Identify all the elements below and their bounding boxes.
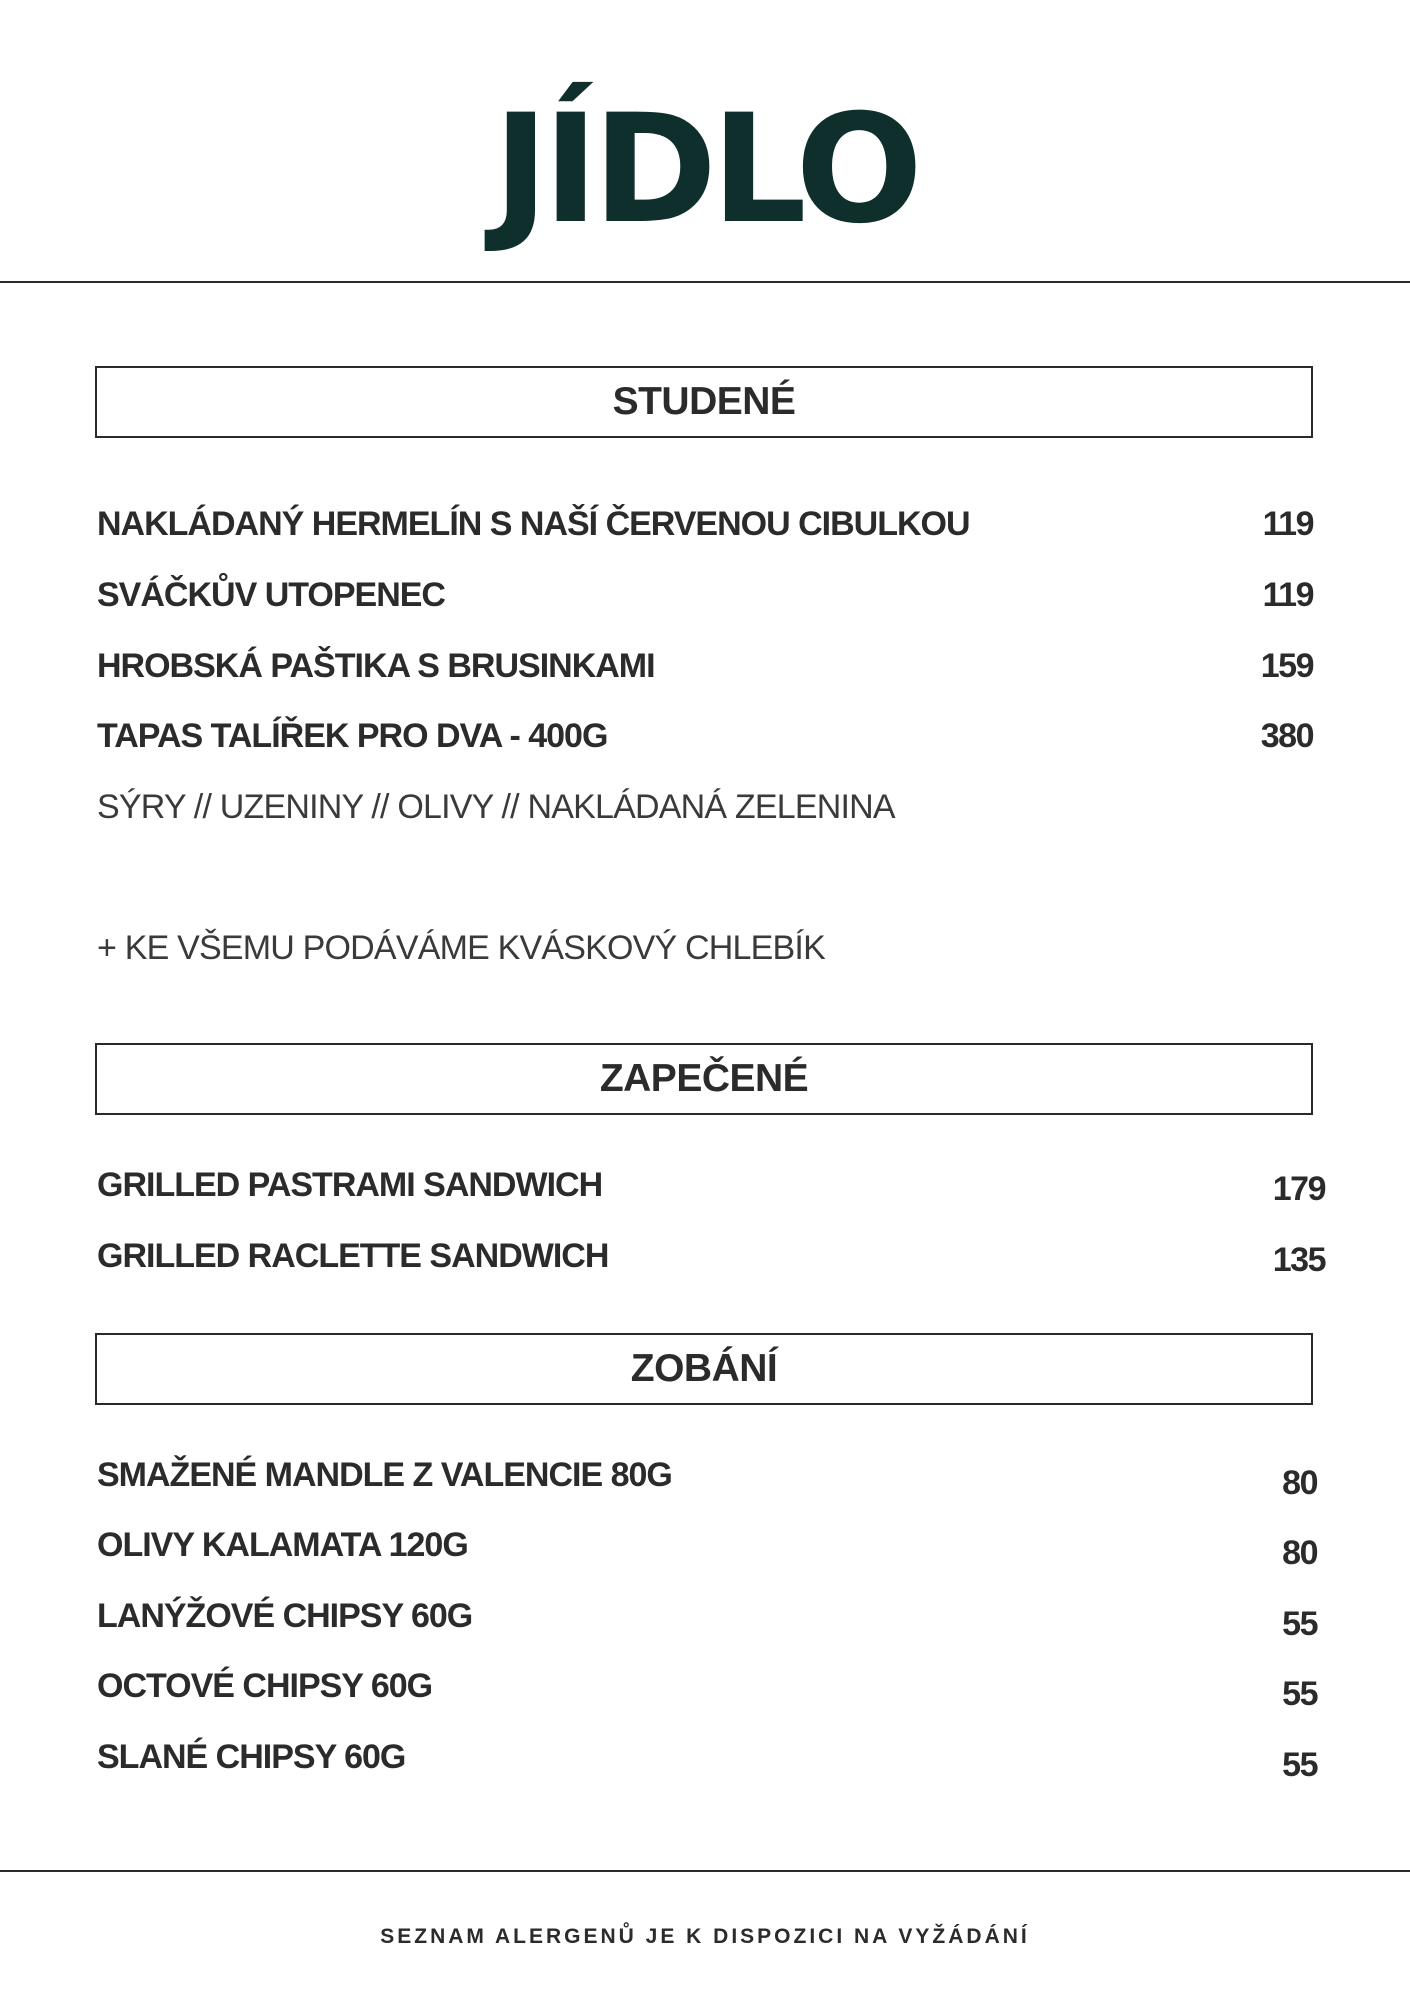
item-description: SÝRY // UZENINY // OLIVY // NAKLÁDANÁ ZELENINA: [97, 788, 895, 826]
section-header-studene: STUDENÉ: [95, 366, 1313, 438]
menu-item: [97, 499, 1313, 549]
menu-item-price: 135: [1272, 1241, 1325, 1279]
menu-item-name: GRILLED PASTRAMI SANDWICH: [97, 1166, 603, 1204]
menu-item: [97, 1520, 1317, 1570]
section-header-zapecene: ZAPEČENÉ: [95, 1043, 1313, 1115]
top-divider: [0, 281, 1410, 283]
menu-item-price: 159: [1260, 647, 1313, 685]
menu-item-name: SMAŽENÉ MANDLE Z VALENCIE 80G: [97, 1456, 672, 1494]
allergen-footer: SEZNAM ALERGENŮ JE K DISPOZICI NA VYŽÁDÁNÍ: [380, 1925, 1030, 1948]
menu-item-price: 119: [1262, 576, 1313, 614]
menu-item-name: TAPAS TALÍŘEK PRO DVA - 400G: [97, 717, 608, 755]
menu-item-name: OLIVY KALAMATA 120G: [97, 1526, 468, 1564]
menu-item: [97, 641, 1313, 691]
menu-item-name: GRILLED RACLETTE SANDWICH: [97, 1237, 609, 1275]
menu-item-price: 179: [1272, 1170, 1325, 1208]
menu-item-name: SLANÉ CHIPSY 60G: [97, 1738, 406, 1776]
menu-item-price: 380: [1260, 717, 1313, 755]
menu-item-price: 55: [1282, 1675, 1317, 1713]
menu-item-name: OCTOVÉ CHIPSY 60G: [97, 1667, 433, 1705]
menu-item-price: 80: [1282, 1534, 1317, 1572]
menu-item-price: 80: [1282, 1464, 1317, 1502]
menu-item-name: HROBSKÁ PAŠTIKA S BRUSINKAMI: [97, 647, 655, 685]
menu-item-price: 55: [1282, 1746, 1317, 1784]
menu-item-price: 119: [1262, 505, 1313, 543]
menu-item: [97, 1732, 1317, 1782]
menu-item-name: NAKLÁDANÝ HERMELÍN S NAŠÍ ČERVENOU CIBULKOU: [97, 505, 970, 543]
menu-item: [97, 1661, 1317, 1711]
bread-note: + KE VŠEMU PODÁVÁME KVÁSKOVÝ CHLEBÍK: [97, 929, 825, 967]
section-header-zobani: ZOBÁNÍ: [95, 1333, 1313, 1405]
menu-item-name: SVÁČKŮV UTOPENEC: [97, 576, 445, 614]
menu-item: [97, 570, 1313, 620]
menu-item: [97, 1591, 1317, 1641]
menu-item-name: LANÝŽOVÉ CHIPSY 60G: [97, 1597, 473, 1635]
menu-item: [97, 1450, 1317, 1500]
menu-item-price: 55: [1282, 1605, 1317, 1643]
menu-item: [97, 711, 1313, 761]
bottom-divider: [0, 1870, 1410, 1872]
menu-item: [97, 1231, 1325, 1281]
menu-item: [97, 1160, 1325, 1210]
page-title: JÍDLO: [493, 83, 917, 257]
